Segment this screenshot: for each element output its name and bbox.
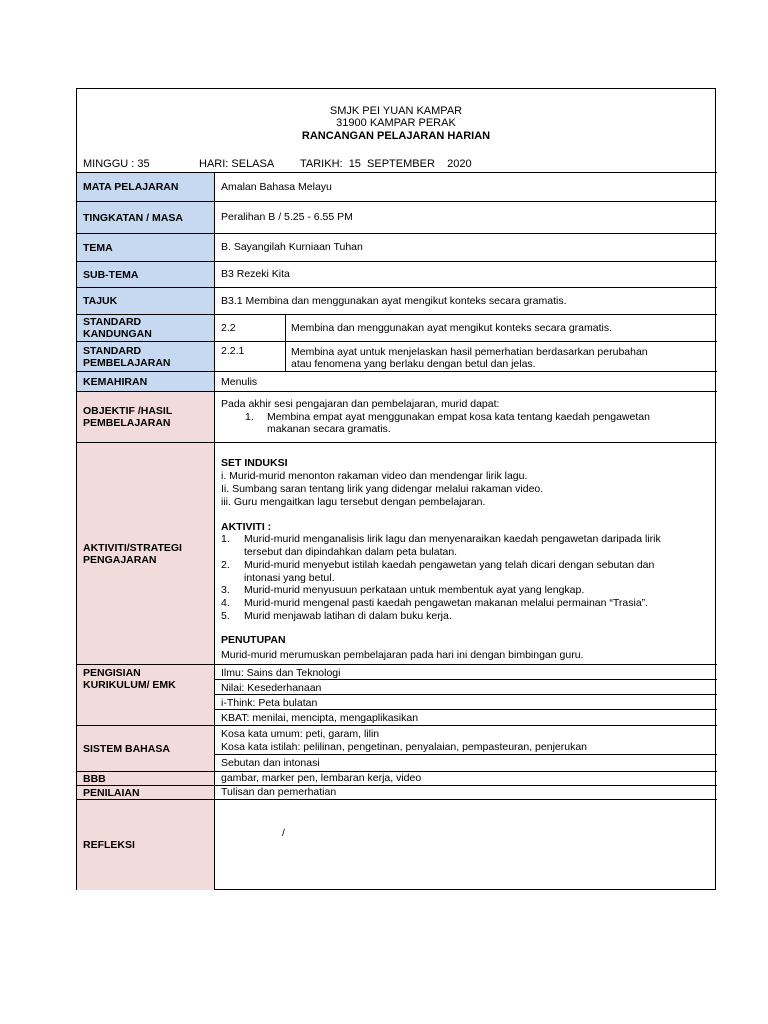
lesson-plan-sheet — [76, 88, 716, 890]
value-sub-tema: B3 Rezeki Kita — [221, 268, 290, 280]
aktiviti-item-number: 3. — [221, 584, 230, 596]
aktiviti-item-line: Murid-murid menganalisis lirik lagu dan menyenaraikan kaedah pengawetan daripada lirik — [244, 533, 661, 545]
label-bbb: BBB — [77, 772, 214, 785]
value-tema: B. Sayangilah Kurniaan Tuhan — [221, 241, 363, 253]
label-aktiviti-line1: AKTIVITI/STRATEGI — [83, 541, 182, 554]
divider — [77, 201, 717, 202]
aktiviti-item-number: 5. — [221, 610, 230, 622]
minggu-field: MINGGU : 35 — [83, 158, 150, 170]
code-standard-pembelajaran: 2.2.1 — [221, 345, 245, 357]
label-pengisian — [77, 665, 214, 725]
label-standard-kandungan-line1: STANDARD — [83, 316, 142, 328]
label-tajuk: TAJUK — [77, 288, 214, 314]
objektif-item-line1: Membina empat ayat menggunakan empat kosa kata tentang kaedah pengawetan — [267, 411, 650, 423]
sistem-bahasa-line: Sebutan dan intonasi — [221, 757, 320, 769]
aktiviti-item-line: Murid menjawab latihan di dalam buku kerja. — [244, 610, 452, 622]
label-kemahiran: KEMAHIRAN — [77, 372, 214, 391]
label-penilaian: PENILAIAN — [77, 786, 214, 799]
label-standard-pembelajaran-line1: STANDARD — [83, 344, 142, 357]
label-refleksi: REFLEKSI — [77, 800, 214, 890]
label-standard-kandungan-line2: KANDUNGAN — [83, 328, 152, 340]
divider — [77, 725, 717, 726]
label-standard-pembelajaran — [77, 342, 214, 371]
set-induksi-item: i. Murid-murid menonton rakaman video dan mendengar lirik lagu. — [221, 470, 528, 482]
set-induksi-heading: SET INDUKSI — [221, 457, 288, 469]
label-objektif — [77, 392, 214, 442]
set-induksi-item: iii. Guru mengaitkan lagu tersebut dengan pembelajaran. — [221, 496, 486, 508]
sistem-bahasa-line: Kosa kata istilah: pelilinan, pengetinan, penyalaian, pempasteuran, penjerukan — [221, 741, 588, 753]
label-mata-pelajaran: MATA PELAJARAN — [77, 173, 214, 201]
label-sub-tema: SUB-TEMA — [77, 262, 214, 287]
divider — [77, 442, 717, 443]
column-divider — [285, 314, 286, 371]
value-standard-kandungan: Membina dan menggunakan ayat mengikut konteks secara gramatis. — [291, 322, 613, 334]
aktiviti-item-number: 4. — [221, 597, 230, 609]
pengisian-item: KBAT: menilai, mencipta, mengaplikasikan — [221, 712, 419, 724]
divider — [77, 341, 717, 342]
penutupan-text: Murid-murid merumuskan pembelajaran pada hari ini dengan bimbingan guru. — [221, 649, 584, 661]
label-aktiviti-line2: PENGAJARAN — [83, 553, 157, 566]
objektif-intro: Pada akhir sesi pengajaran dan pembelajaran, murid dapat: — [221, 398, 500, 410]
value-tingkatan: Peralihan B / 5.25 - 6.55 PM — [221, 211, 353, 223]
divider — [214, 754, 717, 755]
divider — [77, 261, 717, 262]
set-induksi-item: Ii. Sumbang saran tentang lirik yang didengar melalui rakaman video. — [221, 483, 544, 495]
label-standard-kandungan — [77, 315, 214, 341]
aktiviti-item-number: 2. — [221, 559, 230, 571]
tarikh-field: TARIKH: 15 SEPTEMBER 2020 — [300, 158, 472, 170]
divider — [214, 694, 717, 695]
label-tema: TEMA — [77, 234, 214, 261]
school-address: 31900 KAMPAR PERAK — [336, 117, 456, 129]
divider — [77, 233, 717, 234]
label-sistem-bahasa: SISTEM BAHASA — [77, 726, 214, 771]
hari-field: HARI: SELASA — [199, 158, 275, 170]
aktiviti-item-line: intonasi yang betul. — [244, 572, 335, 584]
divider — [77, 172, 717, 173]
aktiviti-item-line: Murid-murid menyebut istilah kaedah pengawetan yang telah dicari dengan sebutan dan — [244, 559, 655, 571]
value-standard-pembelajaran-line2: atau fenomena yang berlaku dengan betul dan jelas. — [291, 358, 536, 370]
pengisian-item: i-Think: Peta bulatan — [221, 697, 318, 709]
value-bbb: gambar, marker pen, lembaran kerja, video — [221, 772, 422, 784]
aktiviti-item-line: tersebut dan dipindahkan dalam peta bulatan. — [244, 546, 458, 558]
document-title: RANCANGAN PELAJARAN HARIAN — [301, 130, 491, 142]
penutupan-heading: PENUTUPAN — [221, 634, 286, 646]
divider — [77, 371, 717, 372]
pengisian-item: Ilmu: Sains dan Teknologi — [221, 667, 341, 679]
objektif-item-line2: makanan secara gramatis. — [267, 423, 391, 435]
code-standard-kandungan: 2.2 — [221, 322, 236, 334]
value-mata-pelajaran: Amalan Bahasa Melayu — [221, 181, 332, 193]
label-tingkatan: TINGKATAN / MASA — [77, 202, 214, 233]
aktiviti-item-number: 1. — [221, 533, 230, 545]
divider — [214, 679, 717, 680]
objektif-number: 1. — [245, 411, 254, 423]
divider — [77, 314, 717, 315]
label-pengisian-line2: KURIKULUM/ EMK — [83, 679, 176, 691]
divider — [214, 709, 717, 710]
value-kemahiran: Menulis — [221, 376, 258, 388]
aktiviti-heading: AKTIVITI : — [221, 521, 272, 533]
label-pengisian-line1: PENGISIAN — [83, 667, 141, 679]
pengisian-item: Nilai: Kesederhanaan — [221, 682, 322, 694]
label-objektif-line1: OBJEKTIF /HASIL — [83, 405, 173, 417]
label-standard-pembelajaran-line2: PEMBELAJARAN — [83, 356, 171, 369]
divider — [77, 391, 717, 392]
value-standard-pembelajaran-line1: Membina ayat untuk menjelaskan hasil pemerhatian berdasarkan perubahan — [291, 346, 648, 358]
label-aktiviti — [77, 443, 214, 664]
aktiviti-item-line: Murid-murid mengenal pasti kaedah pengawetan makanan melalui permainan “Trasia”. — [244, 597, 649, 609]
divider — [77, 799, 717, 800]
value-tajuk: B3.1 Membina dan menggunakan ayat mengikut konteks secara gramatis. — [221, 295, 567, 307]
aktiviti-item-line: Murid-murid menyusuun perkataan untuk membentuk ayat yang lengkap. — [244, 584, 585, 596]
column-divider — [214, 172, 215, 889]
sistem-bahasa-line: Kosa kata umum: peti, garam, lilin — [221, 728, 380, 740]
label-objektif-line2: PEMBELAJARAN — [83, 417, 171, 429]
value-refleksi: / — [282, 827, 285, 839]
value-penilaian: Tulisan dan pemerhatian — [221, 786, 337, 798]
divider — [77, 664, 717, 665]
divider — [77, 287, 717, 288]
divider — [77, 785, 717, 786]
school-name: SMJK PEI YUAN KAMPAR — [329, 105, 463, 117]
